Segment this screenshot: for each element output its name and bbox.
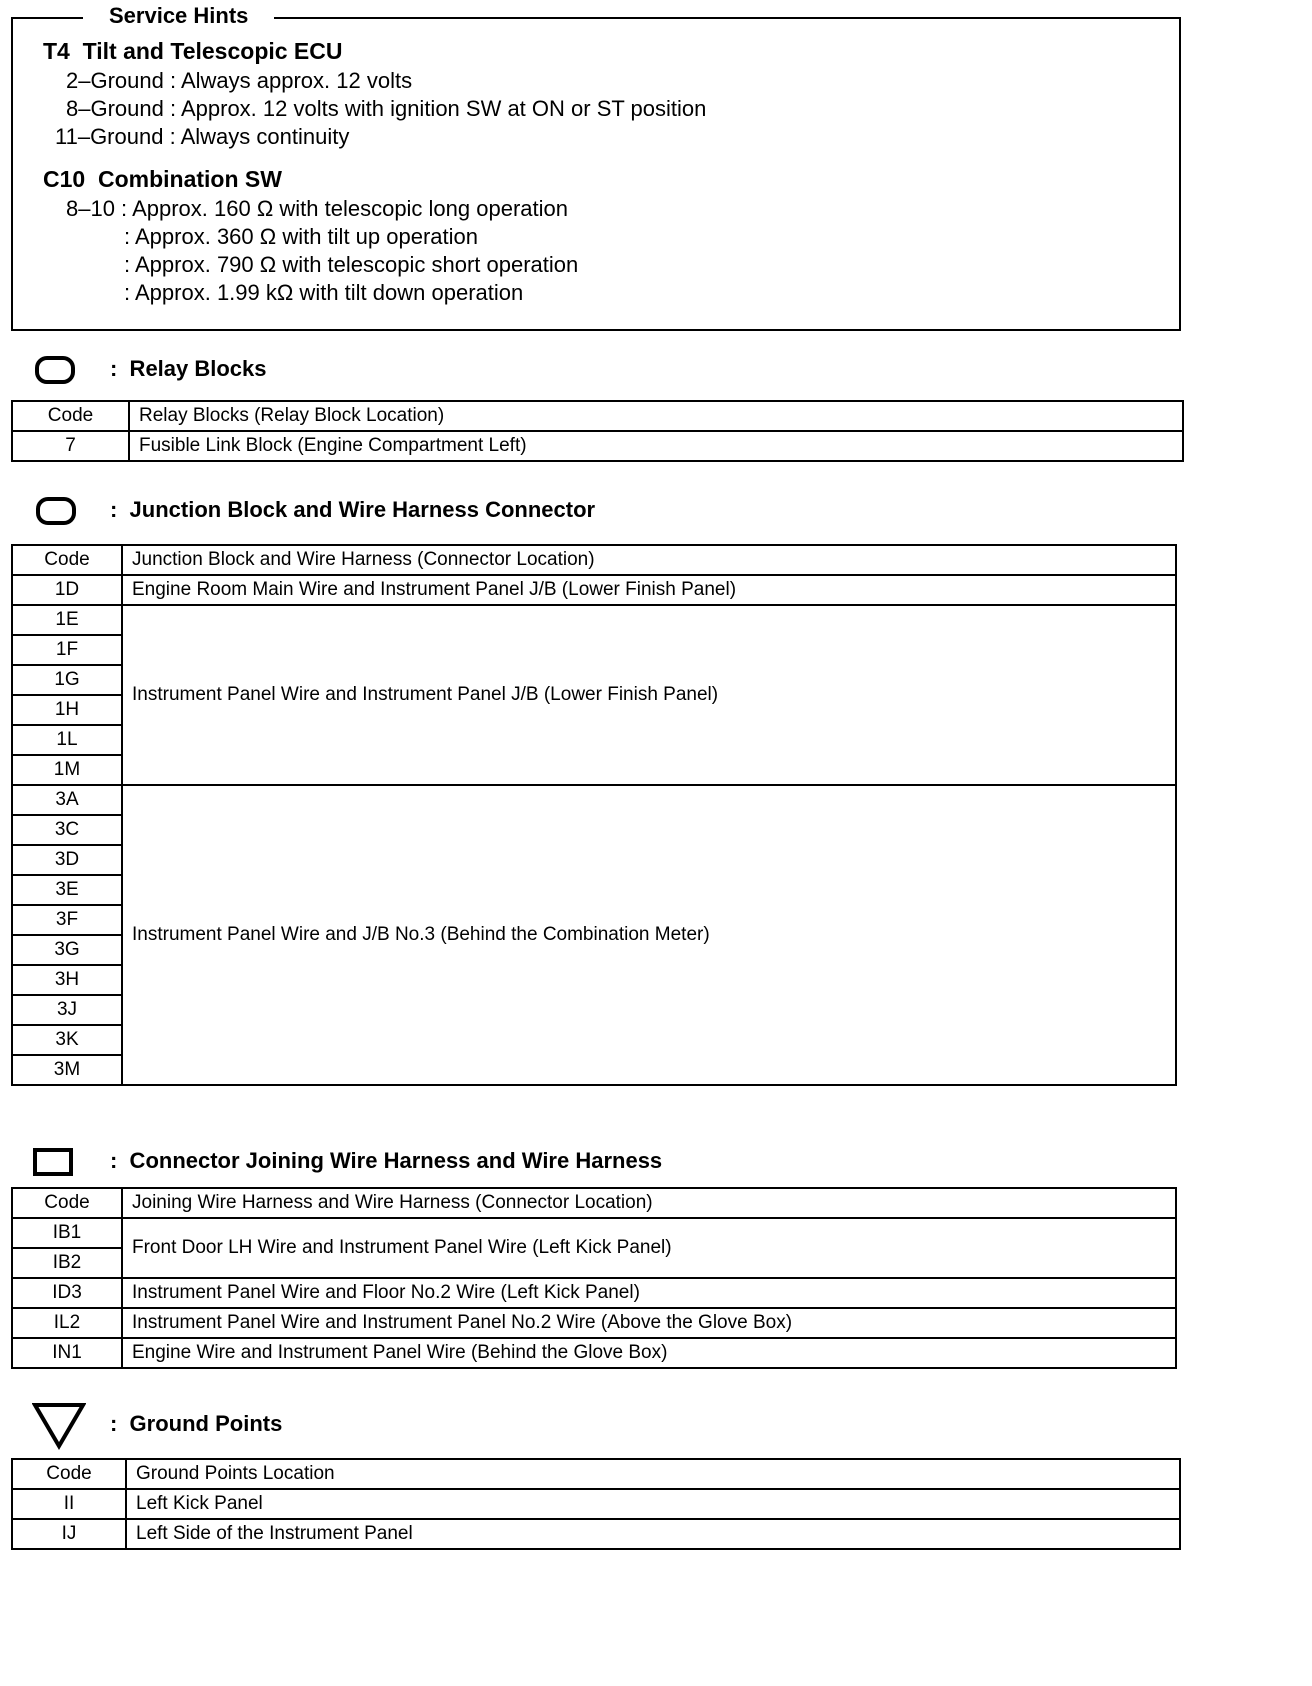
table-row (12, 605, 1176, 635)
table-row (12, 575, 1176, 605)
code-cell: 3F (12, 905, 122, 935)
code-cell: 1G (12, 665, 122, 695)
relay-blocks-heading: : Relay Blocks (110, 356, 267, 381)
location-cell: Instrument Panel Wire and J/B No.3 (Behind the Combination Meter) (122, 785, 1176, 1085)
t4-line-3: 11–Ground : Always continuity (55, 124, 350, 149)
triangle-down-icon (32, 1402, 86, 1450)
location-cell: Left Side of the Instrument Panel (126, 1519, 1180, 1549)
code-cell: 1E (12, 605, 122, 635)
ground-points-heading: : Ground Points (110, 1411, 283, 1436)
code-cell: 3K (12, 1025, 122, 1055)
code-header: Code (12, 1459, 126, 1489)
code-cell: 3H (12, 965, 122, 995)
code-header: Code (12, 1188, 122, 1218)
code-cell: 3M (12, 1055, 122, 1085)
table-row (12, 1338, 1176, 1368)
service-hints-title: Service Hints (83, 4, 274, 28)
table-row (12, 785, 1176, 815)
code-cell: IB1 (12, 1218, 122, 1248)
junction-block-heading: : Junction Block and Wire Harness Connector (110, 497, 596, 522)
table-row (12, 1218, 1176, 1248)
code-cell: 3J (12, 995, 122, 1025)
location-header: Junction Block and Wire Harness (Connector Location) (122, 545, 1176, 575)
table-header-row (12, 545, 1176, 575)
ground-points-table (11, 1458, 1181, 1550)
table-row (12, 1308, 1176, 1338)
code-cell: 1M (12, 755, 122, 785)
table-header-row (12, 1188, 1176, 1218)
t4-line-1: 2–Ground : Always approx. 12 volts (66, 68, 413, 93)
code-cell: IJ (12, 1519, 126, 1549)
table-row (12, 1519, 1180, 1549)
location-cell: Front Door LH Wire and Instrument Panel Wire (Left Kick Panel) (122, 1218, 1176, 1278)
code-cell: IN1 (12, 1338, 122, 1368)
location-cell: Engine Room Main Wire and Instrument Panel J/B (Lower Finish Panel) (122, 575, 1176, 605)
t4-heading: T4 Tilt and Telescopic ECU (43, 38, 343, 64)
connector-table (11, 1187, 1177, 1369)
code-cell: 3C (12, 815, 122, 845)
c10-line-3: : Approx. 790 Ω with telescopic short operation (124, 252, 579, 277)
code-cell: IL2 (12, 1308, 122, 1338)
location-header: Relay Blocks (Relay Block Location) (129, 401, 1183, 431)
location-cell: Left Kick Panel (126, 1489, 1180, 1519)
table-row (12, 1489, 1180, 1519)
relay-blocks-table (11, 400, 1184, 462)
location-cell: Instrument Panel Wire and Floor No.2 Wire (Left Kick Panel) (122, 1278, 1176, 1308)
code-cell: 7 (12, 431, 129, 461)
code-cell: 1D (12, 575, 122, 605)
location-cell: Instrument Panel Wire and Instrument Panel No.2 Wire (Above the Glove Box) (122, 1308, 1176, 1338)
c10-line-2: : Approx. 360 Ω with tilt up operation (124, 224, 478, 249)
code-cell: ID3 (12, 1278, 122, 1308)
junction-block-table (11, 544, 1177, 1086)
table-header-row (12, 1459, 1180, 1489)
table-row (12, 431, 1183, 461)
rounded-rectangle-icon (35, 356, 75, 384)
code-header: Code (12, 545, 122, 575)
location-cell: Fusible Link Block (Engine Compartment Left) (129, 431, 1183, 461)
location-cell: Engine Wire and Instrument Panel Wire (Behind the Glove Box) (122, 1338, 1176, 1368)
location-cell: Instrument Panel Wire and Instrument Panel J/B (Lower Finish Panel) (122, 605, 1176, 785)
c10-heading: C10 Combination SW (43, 166, 282, 192)
code-cell: 3E (12, 875, 122, 905)
code-cell: 1H (12, 695, 122, 725)
code-cell: 3G (12, 935, 122, 965)
code-cell: 3A (12, 785, 122, 815)
code-cell: 3D (12, 845, 122, 875)
t4-line-2: 8–Ground : Approx. 12 volts with ignition SW at ON or ST position (66, 96, 707, 121)
table-header-row (12, 401, 1183, 431)
location-header: Ground Points Location (126, 1459, 1180, 1489)
location-header: Joining Wire Harness and Wire Harness (Connector Location) (122, 1188, 1176, 1218)
rounded-rectangle-icon (36, 497, 76, 525)
code-cell: IB2 (12, 1248, 122, 1278)
c10-line-1: 8–10 : Approx. 160 Ω with telescopic long operation (66, 196, 568, 221)
table-row (12, 1278, 1176, 1308)
rectangle-icon (33, 1148, 73, 1176)
code-cell: 1F (12, 635, 122, 665)
c10-line-4: : Approx. 1.99 kΩ with tilt down operation (124, 280, 524, 305)
code-header: Code (12, 401, 129, 431)
code-cell: II (12, 1489, 126, 1519)
code-cell: 1L (12, 725, 122, 755)
connector-heading: : Connector Joining Wire Harness and Wire Harness (110, 1148, 663, 1173)
